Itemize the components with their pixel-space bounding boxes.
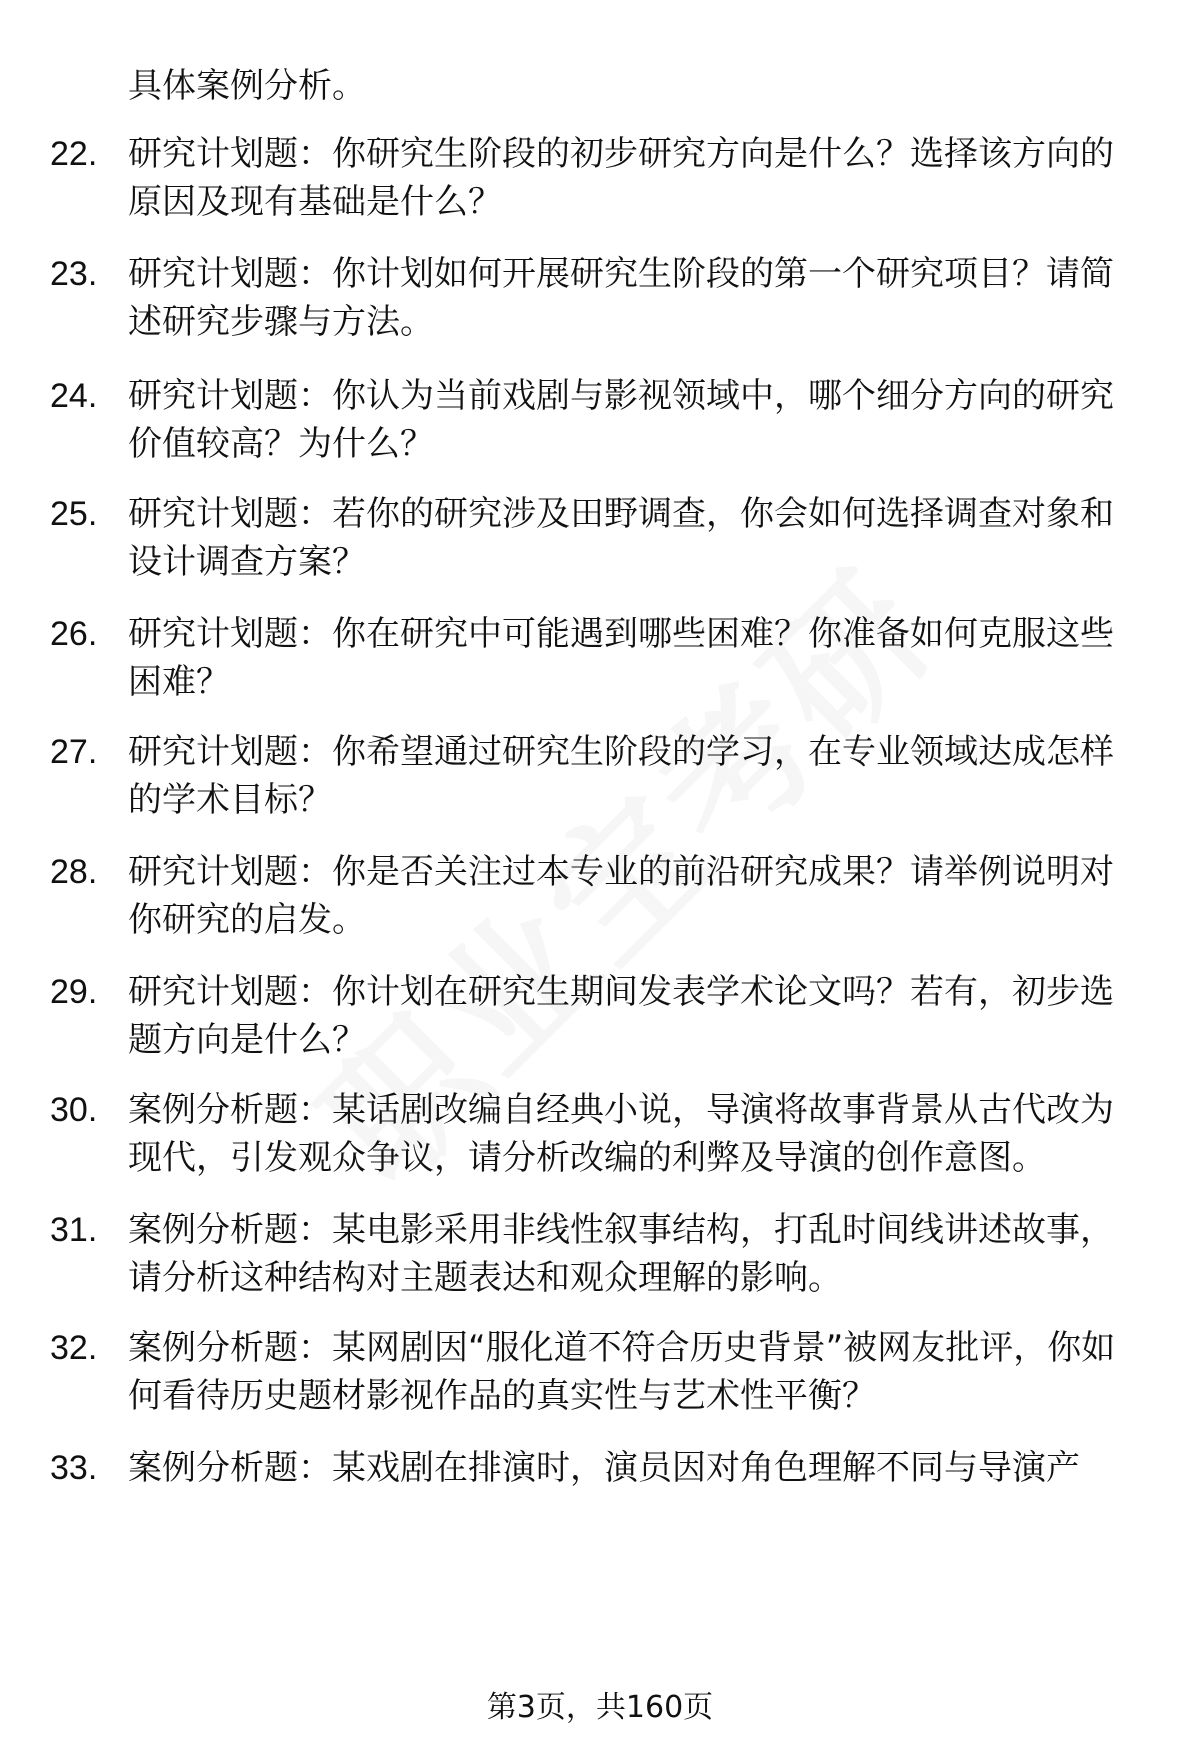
- question-text: 研究计划题：你计划如何开展研究生阶段的第一个研究项目？请简述研究步骤与方法。: [128, 254, 1114, 342]
- question-number: 24.: [50, 377, 98, 415]
- question-number: 33.: [50, 1449, 98, 1487]
- question-number: 23.: [50, 255, 98, 293]
- question-text: 研究计划题：你研究生阶段的初步研究方向是什么？选择该方向的原因及现有基础是什么？: [128, 134, 1114, 222]
- question-text: 研究计划题：你在研究中可能遇到哪些困难？你准备如何克服这些困难？: [128, 614, 1114, 702]
- question-number: 28.: [50, 853, 98, 891]
- continuation-text: 具体案例分析。: [128, 66, 366, 106]
- question-number: 29.: [50, 973, 98, 1011]
- page-footer: 第3页，共160页: [486, 1690, 714, 1725]
- question-number: 26.: [50, 615, 98, 653]
- question-number: 32.: [50, 1329, 98, 1367]
- question-text: 研究计划题：若你的研究涉及田野调查，你会如何选择调查对象和设计调查方案？: [128, 494, 1114, 582]
- question-number: 27.: [50, 733, 98, 771]
- question-number: 31.: [50, 1211, 98, 1249]
- question-number: 25.: [50, 495, 98, 533]
- question-text: 研究计划题：你认为当前戏剧与影视领域中，哪个细分方向的研究价值较高？为什么？: [128, 376, 1114, 464]
- question-text: 案例分析题：某戏剧在排演时，演员因对角色理解不同与导演产: [128, 1448, 1080, 1488]
- question-text: 案例分析题：某电影采用非线性叙事结构，打乱时间线讲述故事，请分析这种结构对主题表达和观众理解的影响。: [128, 1210, 1114, 1298]
- question-text: 案例分析题：某话剧改编自经典小说，导演将故事背景从古代改为现代，引发观众争议，请分析改编的利弊及导演的创作意图。: [128, 1090, 1114, 1178]
- question-number: 22.: [50, 135, 98, 173]
- question-number: 30.: [50, 1091, 98, 1129]
- question-text: 研究计划题：你是否关注过本专业的前沿研究成果？请举例说明对你研究的启发。: [128, 852, 1114, 940]
- question-text: 研究计划题：你希望通过研究生阶段的学习，在专业领域达成怎样的学术目标？: [128, 732, 1114, 820]
- question-text: 案例分析题：某网剧因“服化道不符合历史背景”被网友批评，你如何看待历史题材影视作品的真实性与艺术性平衡？: [128, 1328, 1116, 1416]
- question-text: 研究计划题：你计划在研究生期间发表学术论文吗？若有，初步选题方向是什么？: [128, 972, 1114, 1060]
